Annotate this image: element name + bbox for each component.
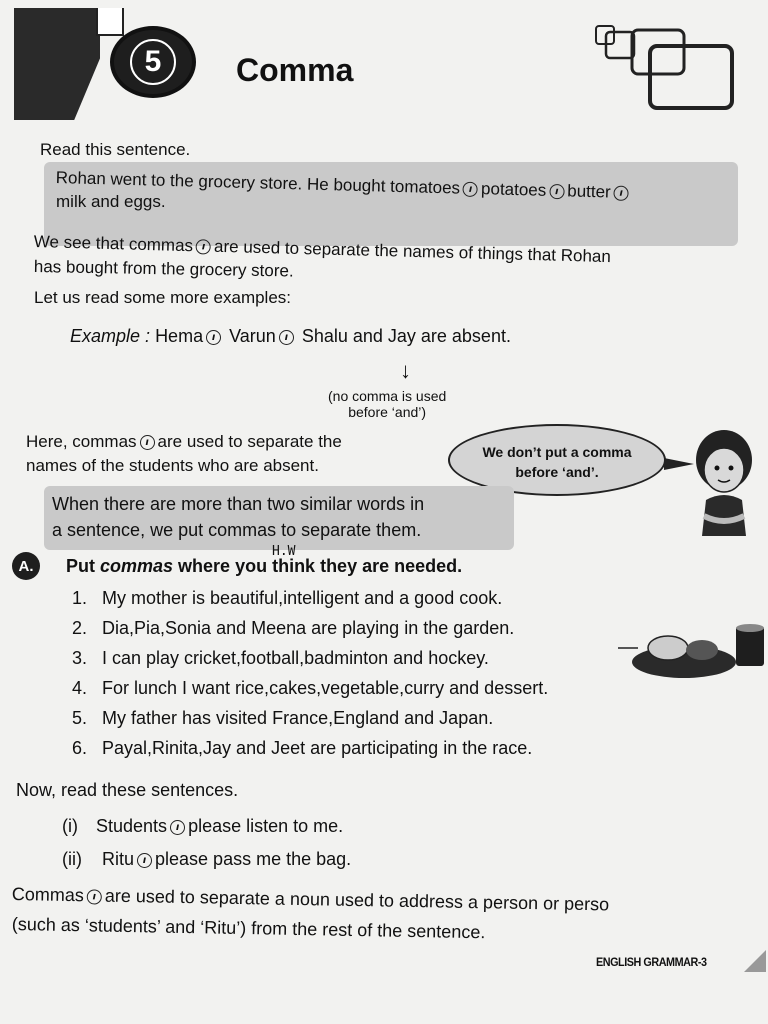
page-corner xyxy=(744,950,766,972)
comma-icon xyxy=(279,330,294,345)
rule-line2: a sentence, we put commas to separate them. xyxy=(52,520,422,540)
explain3-line1: Comması are used to separate a noun used to address a person or perso xyxy=(12,884,610,915)
comma-icon xyxy=(196,239,211,254)
comma-icon xyxy=(614,186,629,201)
header-dark-block xyxy=(14,8,100,120)
girl-illustration-icon xyxy=(688,426,760,538)
food-plate-illustration-icon xyxy=(618,622,768,682)
address-example-1: (i) Studentsı please listen to me. xyxy=(62,816,343,837)
footer-book-title: ENGLISH GRAMMAR-3 xyxy=(596,955,707,969)
explain3-line2: (such as ‘students’ and ‘Ritu’) from the rest of the sentence. xyxy=(11,914,486,943)
list-item: 2. Dia,Pia,Sonia and Meena are playing in the garden. xyxy=(72,618,515,638)
exercise-list xyxy=(72,588,548,768)
squares-decoration-icon xyxy=(588,20,738,115)
rule-line1: When there are more than two similar words in xyxy=(52,494,425,514)
explain1-line1: We see that comması are used to separate the names of things that Rohan xyxy=(33,232,611,267)
box-sentence-line2: milk and eggs. xyxy=(56,192,166,211)
box-sentence-line1: Rohan went to the grocery store. He bought tomatoesı potatoesı butterı xyxy=(55,168,632,203)
explain2-line1: Here, comması are used to separate the xyxy=(26,432,342,452)
list-item: 5. My father has visited France,England and Japan. xyxy=(72,708,494,728)
list-item: 1. My mother is beautiful,intelligent and a good cook. xyxy=(72,588,503,608)
exercise-instruction: Put commas where you think they are needed. xyxy=(66,556,463,576)
speech-bubble: We don’t put a comma before ‘and’. xyxy=(448,424,666,496)
down-arrow-icon: ↓ xyxy=(400,358,411,383)
example-note: (no comma is used before ‘and’) xyxy=(328,388,447,420)
comma-icon xyxy=(549,184,564,199)
intro-text: Read this sentence. xyxy=(40,140,191,159)
header-white-tab xyxy=(96,8,124,36)
example-row: Example : Hemaı Varunı Shalu and Jay are absent. xyxy=(70,326,511,347)
chapter-number: 5 xyxy=(130,39,176,85)
comma-icon xyxy=(140,435,155,450)
list-item: 6. Payal,Rinita,Jay and Jeet are participating in the race. xyxy=(72,738,533,758)
comma-icon xyxy=(87,889,102,904)
example-label: Example : xyxy=(70,326,151,346)
now-read-text: Now, read these sentences. xyxy=(16,780,239,800)
chapter-title: Comma xyxy=(236,52,354,88)
list-item: 4. For lunch I want rice,cakes,vegetable,curry and dessert. xyxy=(72,678,549,698)
comma-icon xyxy=(206,330,221,345)
explain1-line2: has bought from the grocery store. xyxy=(33,257,294,281)
chapter-number-badge xyxy=(110,26,196,98)
comma-icon xyxy=(463,182,478,197)
handwritten-hw-note: H.W xyxy=(272,544,296,559)
address-example-2: (ii) Rituı please pass me the bag. xyxy=(62,849,351,870)
more-examples-text: Let us read some more examples: xyxy=(34,288,292,307)
exercise-badge: A. xyxy=(12,552,40,580)
list-item: 3. I can play cricket,football,badminton and hockey. xyxy=(72,648,489,668)
comma-icon xyxy=(137,853,152,868)
comma-icon xyxy=(170,820,185,835)
explain2-line2: names of the students who are absent. xyxy=(26,456,319,475)
